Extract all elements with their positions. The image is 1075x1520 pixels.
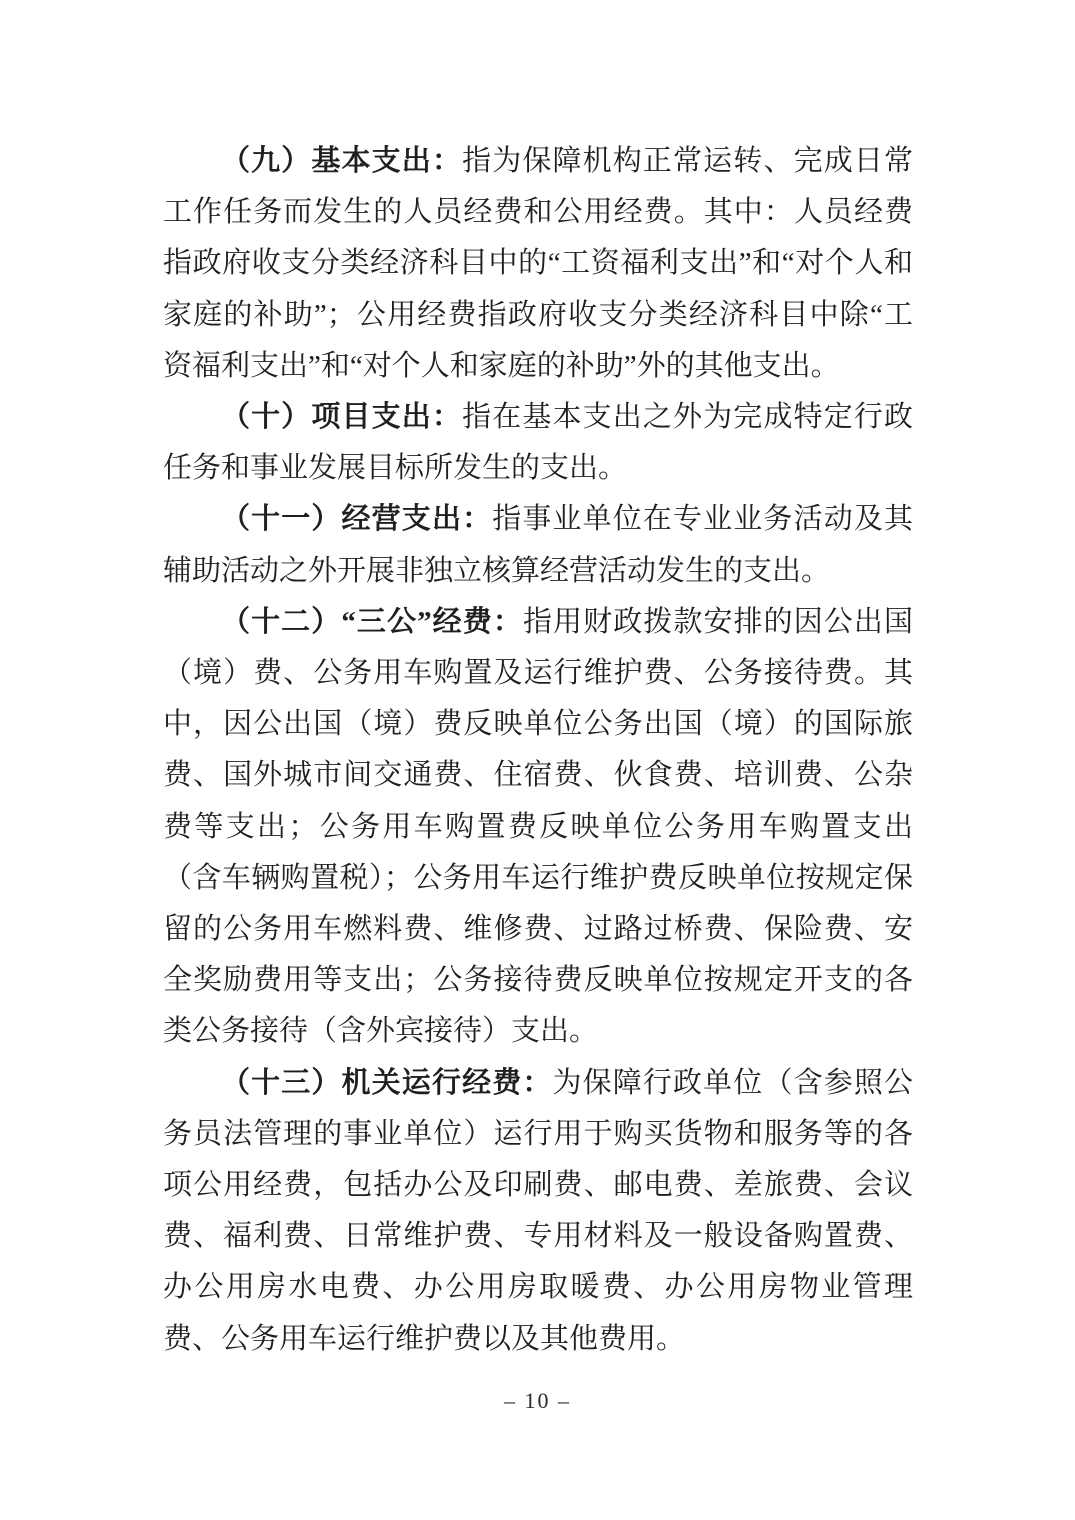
paragraph-body: 为保障行政单位（含参照公务员法管理的事业单位）运行用于购买货物和服务等的各项公用经费，包括办公及印刷费、邮电费、差旅费、会议费、福利费、日常维护费、专用材料及一般设备购置费、办公用房水电费、办公用房取暖费、办公用房物业管理费、公务用车运行维护费以及其他费用。 [163,1066,913,1355]
paragraph-lead: （十）项目支出： [221,401,463,434]
page-number: – 10 – [504,1388,571,1413]
paragraph-body: 指在基本支出之外为完成特定行政任务和事业发展目标所发生的支出。 [163,401,913,485]
paragraph-basic-expenditure [163,136,913,392]
paragraph-lead: （九）基本支出： [221,145,463,177]
paragraph-lead: （十一）经营支出： [221,503,493,536]
paragraph-operating-expenditure [163,494,913,596]
paragraph-project-expenditure [163,392,913,494]
paragraph-three-public-funds [163,597,913,1058]
paragraph-body: 指为保障机构正常运转、完成日常工作任务而发生的人员经费和公用经费。其中：人员经费指政府收支分类经济科目中的“工资福利支出”和“对个人和家庭的补助”；公用经费指政府收支分类经济科目中除“工资福利支出”和“对个人和家庭的补助”外的其他支出。 [163,145,913,382]
paragraph-body: 指事业单位在专业业务活动及其辅助活动之外开展非独立核算经营活动发生的支出。 [163,503,913,587]
page-footer [0,1388,1075,1414]
paragraph-agency-operating-funds [163,1058,913,1365]
document-body [163,136,913,1365]
paragraph-lead: （十三）机关运行经费： [221,1066,553,1099]
paragraph-lead: （十二）“三公”经费： [221,605,523,638]
paragraph-body: 指用财政拨款安排的因公出国（境）费、公务用车购置及运行维护费、公务接待费。其中，因公出国（境）费反映单位公务出国（境）的国际旅费、国外城市间交通费、住宿费、伙食费、培训费、公杂费等支出；公务用车购置费反映单位公务用车购置支出（含车辆购置税）；公务用车运行维护费反映单位按规定保留的公务用车燃料费、维修费、过路过桥费、保险费、安全奖励费用等支出；公务接待费反映单位按规定开支的各类公务接待（含外宾接待）支出。 [163,605,913,1048]
